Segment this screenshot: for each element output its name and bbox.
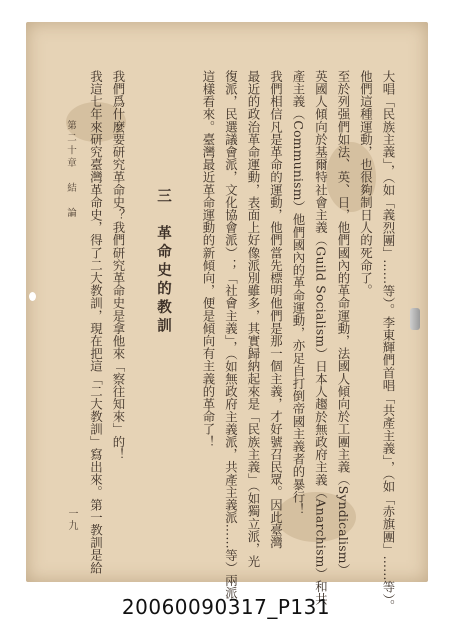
running-header: 第二十章 結 論 — [65, 120, 76, 220]
section-heading: 三 革命史的教訓 — [155, 188, 172, 336]
text-column: 最近的政治革命運動，表面上好像派別雖多，其實歸納起來是「民族主義」（如獨立派，光 — [246, 70, 261, 568]
text-column: 他們這種運動，也很夠制日人的死命了。 — [358, 70, 374, 297]
text-column: 大唱「民族主義」，（如「義烈團」……等）。李東輝們首唱「共產主義」，（如「赤旗團」……等）。 — [381, 70, 396, 613]
text-column: 這樣看來。臺灣最近革命運動的新傾向，便是傾向有主義的革命了！ — [201, 70, 216, 448]
binding-hole — [29, 292, 36, 301]
text-column: 復派，民選議會派，文化協會派）；「社會主義」，（如無政府主義派，共產主義派……等）兩派 — [223, 70, 239, 600]
text-column: 產主義（Communism）他們國內的革命運動，亦足自打倒帝國主義者的暴行！ — [291, 70, 306, 516]
paper-clip — [410, 308, 420, 330]
text-column: 我們爲什麼要研究革命史？我們研究革命史是拿他來「察往知來」的！ — [111, 70, 126, 461]
text-column: 英國人傾向於基爾特社會主義（Guild Socialism）日本人趨於無政府主義（Anarchism）和共 — [313, 70, 329, 606]
image-caption: 20060090317_P131 — [121, 595, 331, 619]
page-number: 一九 — [66, 508, 77, 532]
text-column: 至於列强們如法、英、日，他們國內的革命運動，法國人傾向於工團主義（Syndicalism） — [336, 70, 351, 577]
text-column: 我這七年來研究臺灣革命史，得了二大教訓，現在把這「二大教訓」寫出來。第一教訓是給 — [88, 70, 104, 574]
text-column: 我們相信凡是革命的運動，他們當先標明他們是那一個主義，才好號召民眾。因此臺灣 — [268, 70, 284, 549]
